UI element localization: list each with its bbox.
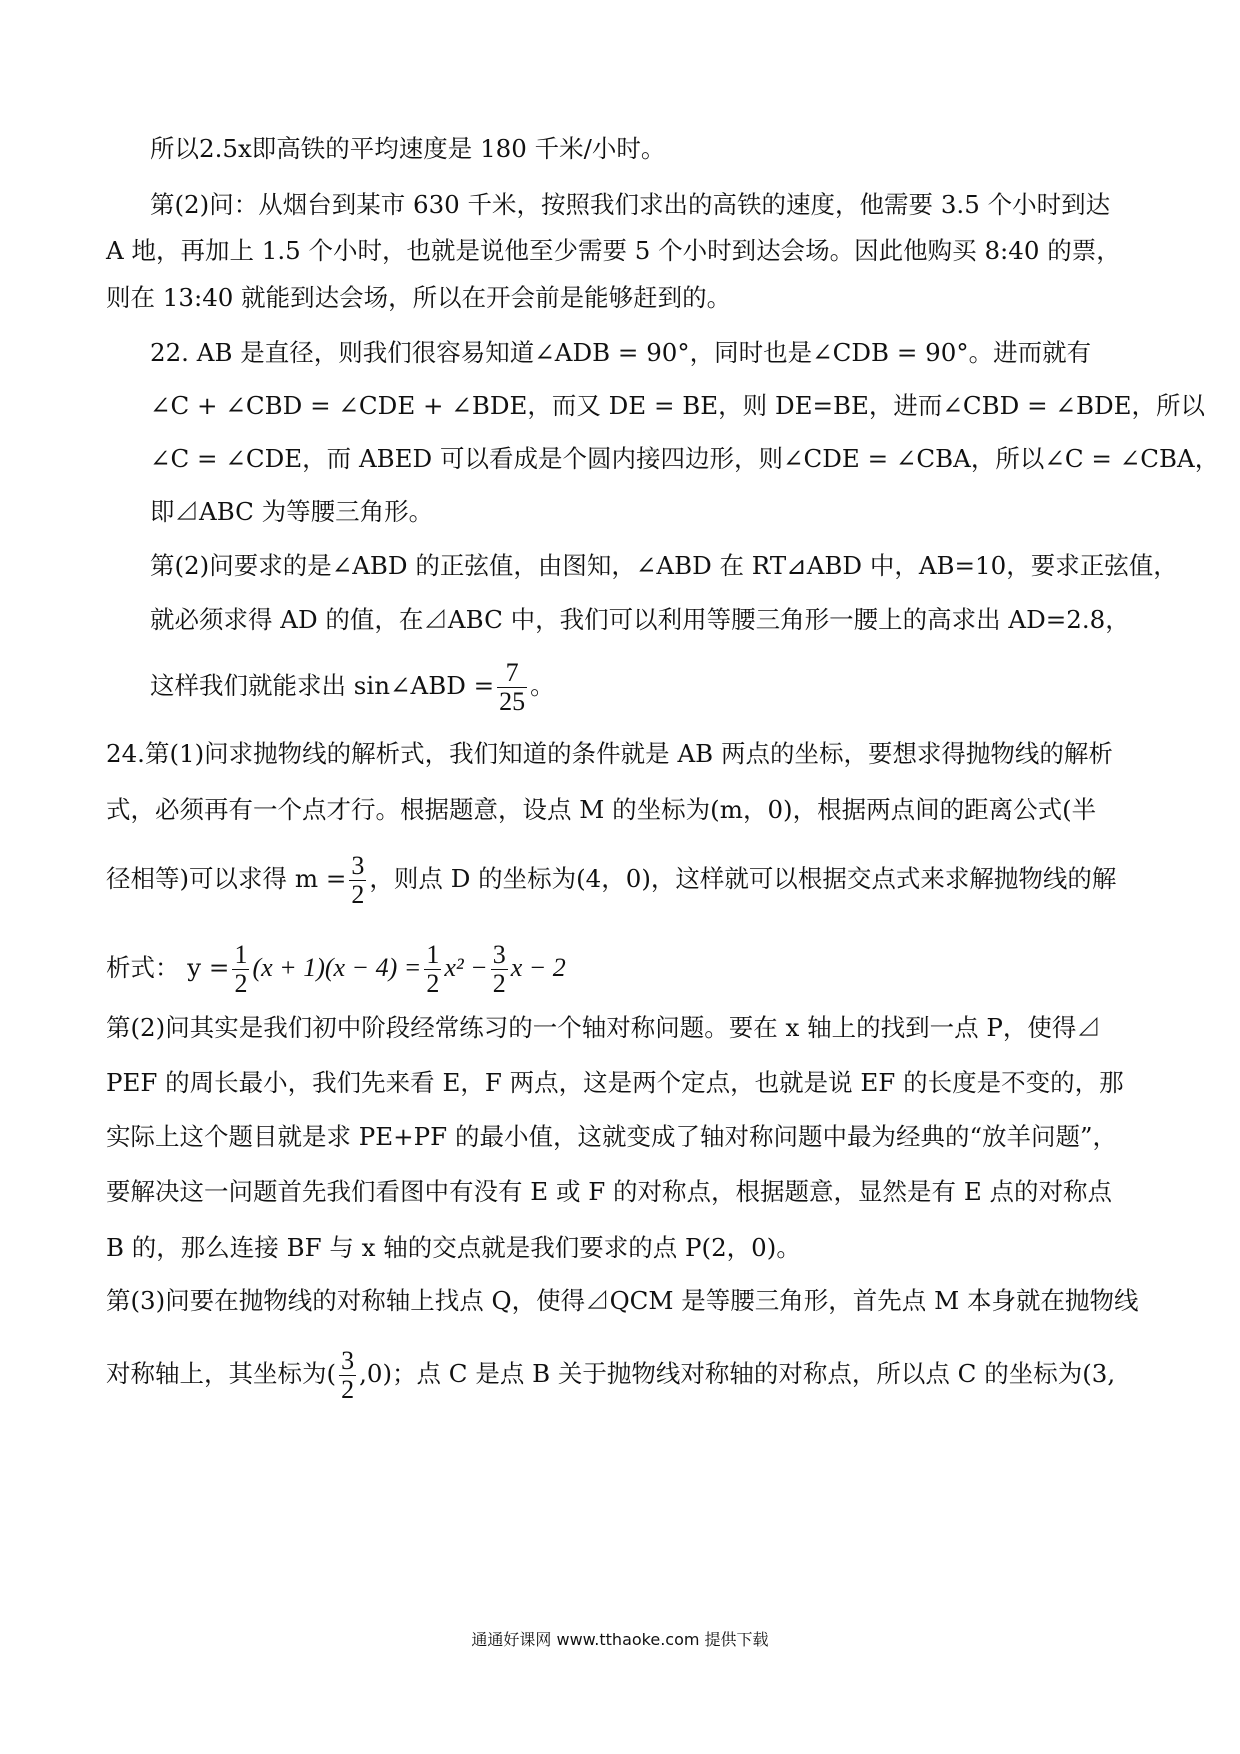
text-line: B 的，那么连接 BF 与 x 轴的交点就是我们要求的点 P(2，0)。 xyxy=(106,1233,801,1262)
denominator: 2 xyxy=(426,969,440,998)
text-line: 24.第(1)问求抛物线的解析式，我们知道的条件就是 AB 两点的坐标，要想求得抛物线的解析 xyxy=(106,739,1113,768)
text-line: 实际上这个题目就是求 PE+PF 的最小值，这就变成了轴对称问题中最为经典的“放羊问题”， xyxy=(106,1122,1118,1151)
fraction xyxy=(497,659,527,716)
formula-line xyxy=(106,941,566,998)
fraction xyxy=(491,941,508,998)
text-line: 要解决这一问题首先我们看图中有没有 E 或 F 的对称点，根据题意，显然是有 E 点的对称点 xyxy=(106,1177,1112,1206)
formula-line xyxy=(150,659,555,716)
numerator: 1 xyxy=(234,940,248,969)
numerator: 3 xyxy=(492,940,506,969)
text-line: 第(2)问：从烟台到某市 630 千米，按照我们求出的高铁的速度，他需要 3.5 个小时到达 xyxy=(150,190,1111,219)
fraction xyxy=(232,941,249,998)
numerator: 3 xyxy=(351,851,365,880)
denominator: 2 xyxy=(234,969,248,998)
numerator: 3 xyxy=(341,1346,355,1375)
text-line: 所以2.5x即高铁的平均速度是 180 千米/小时。 xyxy=(150,134,666,163)
text-line: 即⊿ABC 为等腰三角形。 xyxy=(150,497,434,526)
numerator: 7 xyxy=(497,659,527,688)
denominator: 2 xyxy=(341,1375,355,1404)
denominator: 25 xyxy=(499,687,526,716)
text-line: 第(2)问其实是我们初中阶段经常练习的一个轴对称问题。要在 x 轴上的找到一点 P，使得⊿ xyxy=(106,1013,1101,1042)
text-line: 第(2)问要求的是∠ABD 的正弦值，由图知，∠ABD 在 RT⊿ABD 中，AB=10，要求正弦值， xyxy=(150,551,1178,580)
numerator: 1 xyxy=(426,940,440,969)
text-line: 式，必须再有一个点才行。根据题意，设点 M 的坐标为(m，0)，根据两点间的距离公式(半 xyxy=(106,795,1097,824)
text-line: 就必须求得 AD 的值，在⊿ABC 中，我们可以利用等腰三角形一腰上的高求出 AD=2.8， xyxy=(150,605,1130,634)
formula-line xyxy=(106,1347,1115,1404)
formula-text: 对称轴上，其坐标为( xyxy=(106,1359,337,1388)
formula-text: 。 xyxy=(530,671,555,700)
denominator: 2 xyxy=(351,880,365,909)
denominator: 2 xyxy=(492,969,506,998)
fraction xyxy=(349,852,366,909)
text-line: ∠C + ∠CBD = ∠CDE + ∠BDE，而又 DE = BE，则 DE=BE，进而∠CBD = ∠BDE，所以 xyxy=(150,391,1205,420)
formula-text: (x + 1)(x − 4) = xyxy=(252,953,422,982)
fraction xyxy=(339,1347,356,1404)
text-line: 则在 13:40 就能到达会场，所以在开会前是能够赶到的。 xyxy=(106,283,732,312)
text-line: 22. AB 是直径，则我们很容易知道∠ADB = 90°，同时也是∠CDB = 90°。进而就有 xyxy=(150,338,1092,367)
formula-text: 析式： y = xyxy=(106,953,230,982)
page-footer: 通通好课网 www.tthaoke.com 提供下载 xyxy=(471,1630,769,1649)
formula-text: x − 2 xyxy=(510,953,566,982)
text-line: ∠C = ∠CDE，而 ABED 可以看成是个圆内接四边形，则∠CDE = ∠CBA，所以∠C = ∠CBA， xyxy=(150,444,1220,473)
text-line: 第(3)问要在抛物线的对称轴上找点 Q，使得⊿QCM 是等腰三角形，首先点 M 本身就在抛物线 xyxy=(106,1286,1139,1315)
formula-line xyxy=(106,852,1116,909)
text-line: A 地，再加上 1.5 个小时，也就是说他至少需要 5 个小时到达会场。因此他购买 8:40 的票， xyxy=(106,236,1121,265)
formula-text: 径相等)可以求得 m = xyxy=(106,864,347,893)
text-line: PEF 的周长最小，我们先来看 E，F 两点，这是两个定点，也就是说 EF 的长度是不变的，那 xyxy=(106,1068,1124,1097)
formula-text: x² − xyxy=(444,953,488,982)
formula-text: 这样我们就能求出 sin∠ABD = xyxy=(150,671,495,700)
formula-text: ，则点 D 的坐标为(4，0)，这样就可以根据交点式来求解抛物线的解 xyxy=(369,864,1117,893)
formula-text: ,0)；点 C 是点 B 关于抛物线对称轴的对称点，所以点 C 的坐标为(3, xyxy=(359,1359,1116,1388)
fraction xyxy=(424,941,441,998)
